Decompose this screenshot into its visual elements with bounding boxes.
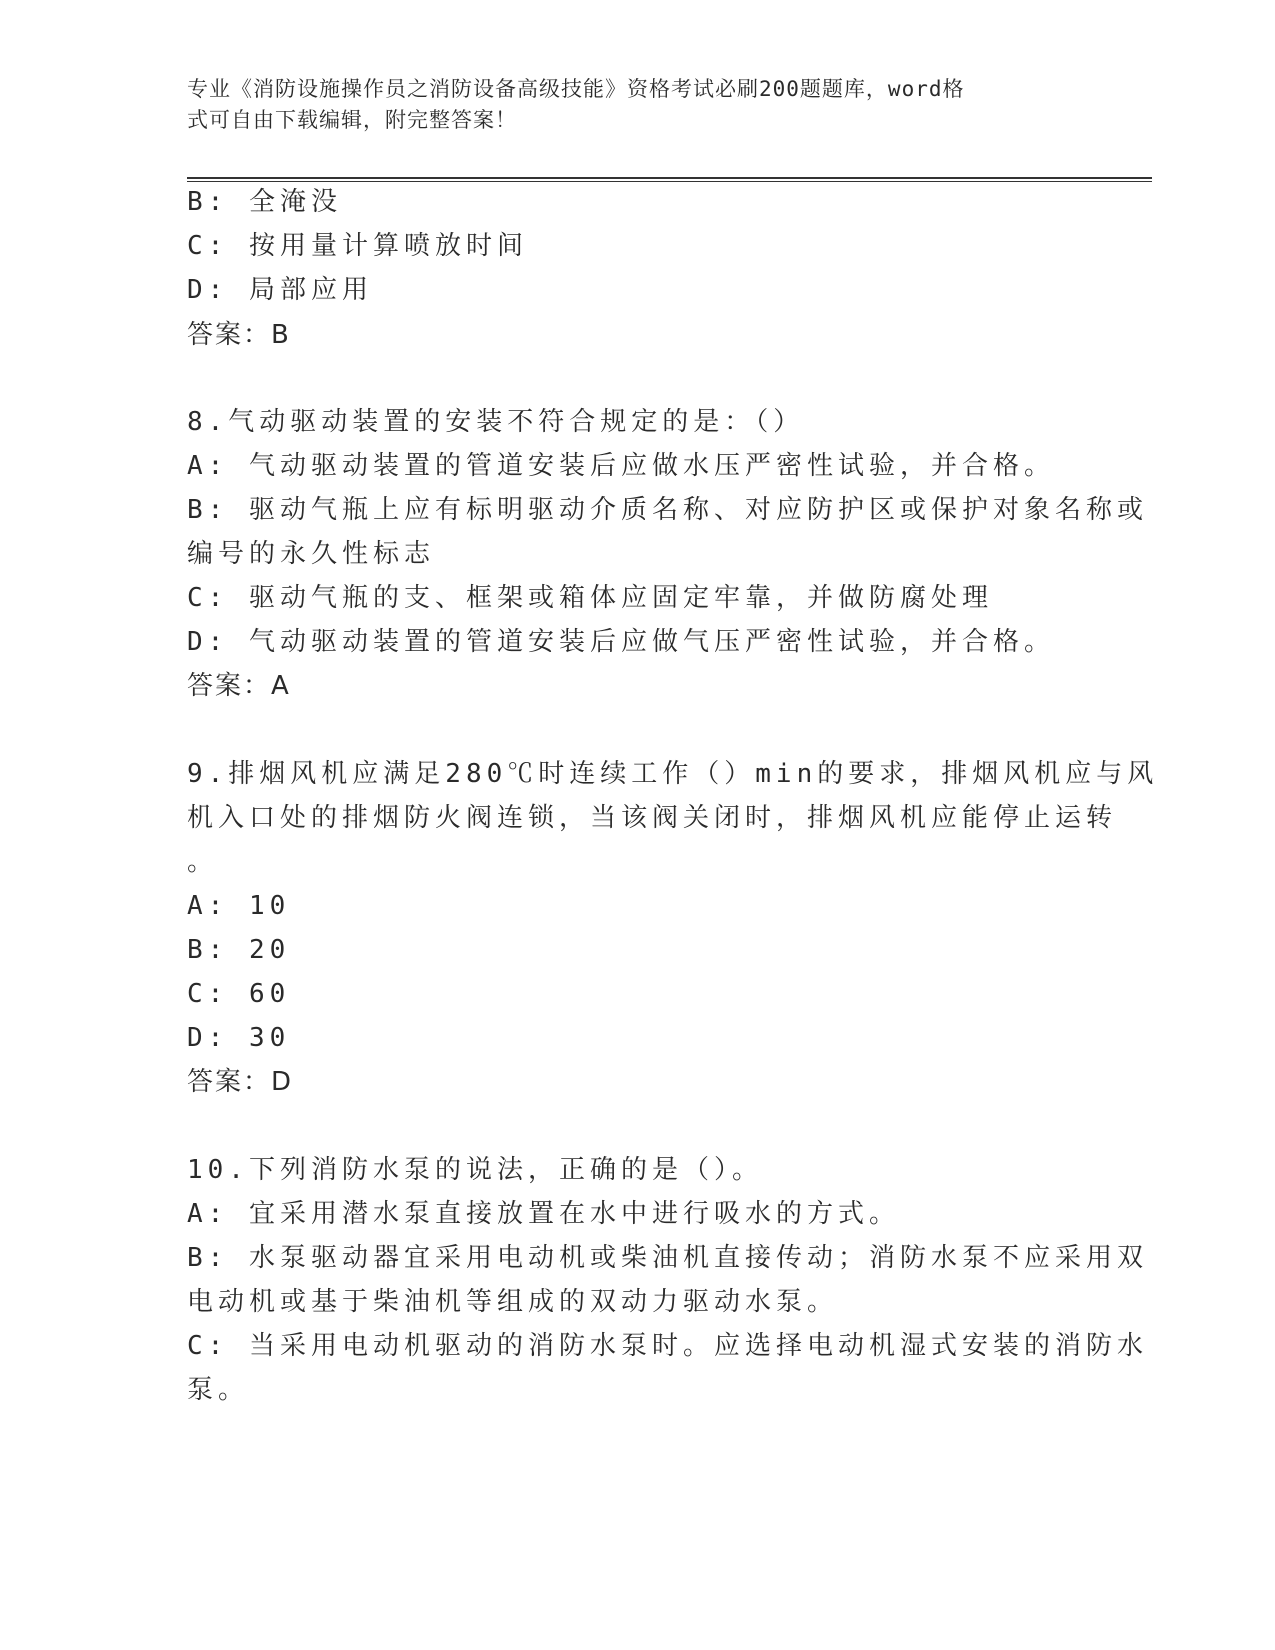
q10-option-a: A: 宜采用潜水泵直接放置在水中进行吸水的方式。 (187, 1199, 900, 1229)
q10-option-c-line-2: 泵。 (187, 1375, 250, 1405)
q10-option-c-line-1: C: 当采用电动机驱动的消防水泵时。应选择电动机湿式安装的消防水 (187, 1331, 1148, 1361)
q7-option-d: D: 局部应用 (187, 275, 373, 305)
header-line-1: 专业《消防设施操作员之消防设备高级技能》资格考试必刷200题题库，word格 (187, 77, 965, 101)
header-divider (187, 177, 1152, 182)
q9-option-a: A: 10 (187, 891, 291, 921)
q9-question-line-1: 9.排烟风机应满足280℃时连续工作（）min的要求，排烟风机应与风 (187, 759, 1159, 789)
q8-answer: 答案：A (187, 671, 291, 701)
q7-option-c: C: 按用量计算喷放时间 (187, 231, 528, 261)
q7-option-b: B: 全淹没 (187, 187, 342, 217)
q8-option-b-line-2: 编号的永久性标志 (187, 539, 436, 569)
q10-question: 10.下列消防水泵的说法，正确的是（）。 (187, 1155, 763, 1185)
q10-option-b-line-2: 电动机或基于柴油机等组成的双动力驱动水泵。 (187, 1287, 839, 1317)
q10-option-b-line-1: B: 水泵驱动器宜采用电动机或柴油机直接传动；消防水泵不应采用双 (187, 1243, 1148, 1273)
q8-option-a: A: 气动驱动装置的管道安装后应做水压严密性试验，并合格。 (187, 451, 1055, 481)
q9-answer: 答案：D (187, 1067, 294, 1097)
q9-question-line-3: 。 (187, 847, 219, 877)
q8-question: 8.气动驱动装置的安装不符合规定的是：（） (187, 407, 805, 437)
q8-option-c: C: 驱动气瓶的支、框架或箱体应固定牢靠，并做防腐处理 (187, 583, 993, 613)
q9-option-d: D: 30 (187, 1023, 291, 1053)
q8-option-d: D: 气动驱动装置的管道安装后应做气压严密性试验，并合格。 (187, 627, 1055, 657)
document-header (187, 74, 1067, 136)
q9-option-c: C: 60 (187, 979, 291, 1009)
q9-option-b: B: 20 (187, 935, 291, 965)
header-line-2: 式可自由下载编辑，附完整答案！ (187, 108, 517, 132)
q7-answer: 答案：B (187, 320, 291, 350)
q8-option-b-line-1: B: 驱动气瓶上应有标明驱动介质名称、对应防护区或保护对象名称或 (187, 495, 1148, 525)
q9-question-line-2: 机入口处的排烟防火阀连锁，当该阀关闭时，排烟风机应能停止运转 (187, 803, 1118, 833)
